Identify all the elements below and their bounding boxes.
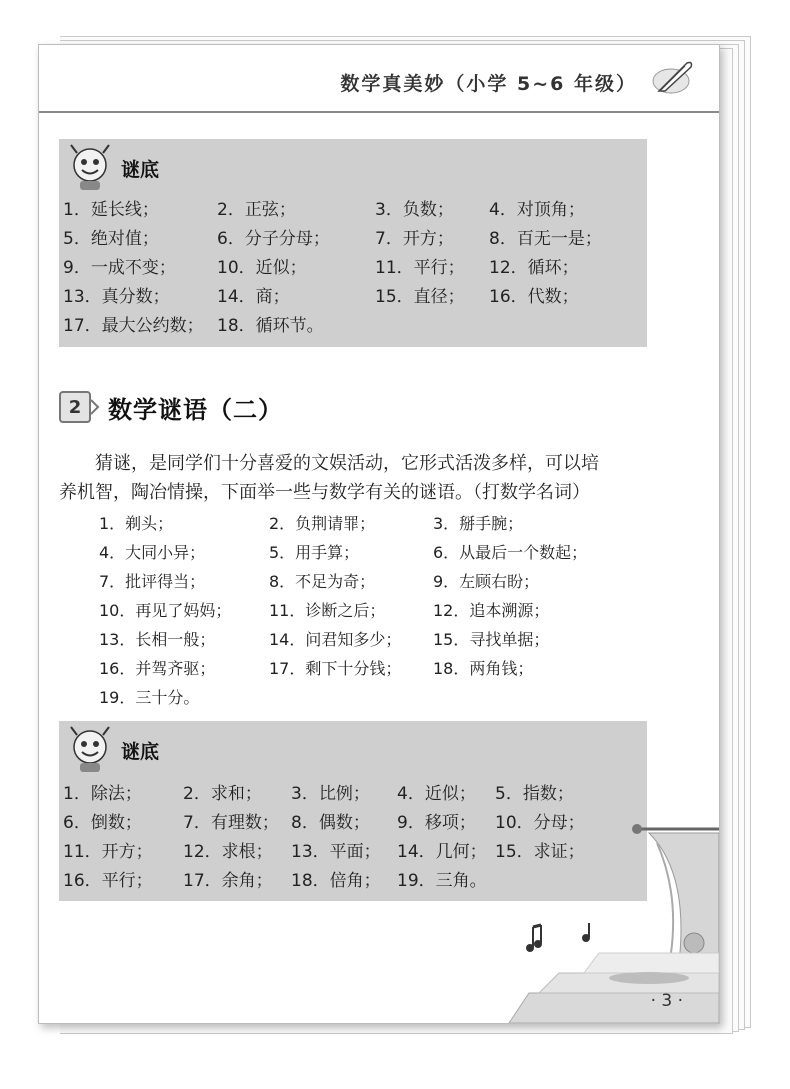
riddle-item: 4．大同小异； xyxy=(99,543,206,562)
riddle-item: 5．用手算； xyxy=(269,543,360,562)
answer-item: 14．商； xyxy=(217,287,290,307)
riddle-item: 3．掰手腕； xyxy=(433,514,524,533)
section-heading xyxy=(59,389,283,425)
answer-box-title: 谜底 xyxy=(121,740,160,763)
answer-item: 5．指数； xyxy=(495,784,574,804)
answer-item: 4．对顶角； xyxy=(489,200,585,220)
riddle-item: 18．两角钱； xyxy=(433,659,534,678)
answer-item: 8．百无一是； xyxy=(489,229,602,249)
riddle-item: 9．左顾右盼； xyxy=(433,572,540,591)
answer-item: 10．近似； xyxy=(217,258,307,278)
answer-item: 2．正弦； xyxy=(217,200,296,220)
answer-box-1 xyxy=(59,139,647,347)
riddle-item: 6．从最后一个数起； xyxy=(433,543,588,562)
answer-item: 9．一成不变； xyxy=(63,258,176,278)
answer-item: 17．余角； xyxy=(183,871,273,891)
answer-item: 16．平行； xyxy=(63,871,153,891)
answer-item: 3．比例； xyxy=(291,784,370,804)
chevron-right-icon xyxy=(90,397,100,417)
answer-item: 11．开方； xyxy=(63,842,153,862)
page-number: · 3 · xyxy=(650,991,683,1011)
riddle-item: 7．批评得当； xyxy=(99,572,206,591)
quill-pen-icon xyxy=(649,57,697,97)
answer-box-title: 谜底 xyxy=(121,158,160,181)
smiling-mascot-icon xyxy=(63,725,117,775)
answer-item: 7．开方； xyxy=(375,229,454,249)
riddle-item: 2．负荆请罪； xyxy=(269,514,376,533)
answer-item: 3．负数； xyxy=(375,200,454,220)
answer-item: 17．最大公约数； xyxy=(63,316,204,336)
answer-item: 15．求证； xyxy=(495,842,585,862)
answer-item: 2．求和； xyxy=(183,784,262,804)
running-header: 数学真美妙（小学 5~6 年级） xyxy=(340,73,637,95)
answer-item: 11．平行； xyxy=(375,258,465,278)
answer-item: 14．几何； xyxy=(397,842,487,862)
answer-item: 1．延长线； xyxy=(63,200,159,220)
answer-item: 12．求根； xyxy=(183,842,273,862)
riddle-item: 11．诊断之后； xyxy=(269,601,386,620)
answer-item: 15．直径； xyxy=(375,287,465,307)
answer-item: 1．除法； xyxy=(63,784,142,804)
section-number-badge xyxy=(59,391,91,423)
riddle-item: 1．剃头； xyxy=(99,514,174,533)
answer-item: 18．循环节。 xyxy=(217,316,324,336)
answer-item: 10．分母； xyxy=(495,813,585,833)
section-number: 2 xyxy=(68,396,82,418)
answer-box-header xyxy=(63,143,159,193)
riddle-item: 15．寻找单据； xyxy=(433,630,550,649)
riddle-item: 17．剩下十分钱； xyxy=(269,659,402,678)
answer-item: 13．真分数； xyxy=(63,287,170,307)
header-rule xyxy=(39,111,719,113)
answer-item: 6．分子分母； xyxy=(217,229,330,249)
answer-item: 4．近似； xyxy=(397,784,476,804)
answer-item: 5．绝对值； xyxy=(63,229,159,249)
answer-item: 13．平面； xyxy=(291,842,381,862)
riddle-item: 8．不足为奇； xyxy=(269,572,376,591)
answer-item: 16．代数； xyxy=(489,287,579,307)
riddle-item: 19．三十分。 xyxy=(99,688,200,707)
intro-paragraph-line-1: 猜谜，是同学们十分喜爱的文娱活动，它形式活泼多样，可以培 xyxy=(95,453,599,474)
answer-item: 7．有理数； xyxy=(183,813,279,833)
answer-item: 8．偶数； xyxy=(291,813,370,833)
stage-curtain-illustration xyxy=(489,813,719,1023)
answer-item: 6．倒数； xyxy=(63,813,142,833)
smiling-mascot-icon xyxy=(63,143,117,193)
book-page xyxy=(38,44,720,1024)
riddle-item: 16．并驾齐驱； xyxy=(99,659,216,678)
riddle-item: 10．再见了妈妈； xyxy=(99,601,232,620)
riddle-item: 12．追本溯源； xyxy=(433,601,550,620)
riddle-item: 14．问君知多少； xyxy=(269,630,402,649)
answer-item: 19．三角。 xyxy=(397,871,487,891)
answer-item: 12．循环； xyxy=(489,258,579,278)
intro-paragraph-line-2: 养机智，陶冶情操，下面举一些与数学有关的谜语。（打数学名词） xyxy=(59,482,590,503)
section-title: 数学谜语（二） xyxy=(108,395,283,424)
answer-item: 9．移项； xyxy=(397,813,476,833)
answer-box-header xyxy=(63,725,159,775)
riddle-item: 13．长相一般； xyxy=(99,630,216,649)
answer-item: 18．倍角； xyxy=(291,871,381,891)
